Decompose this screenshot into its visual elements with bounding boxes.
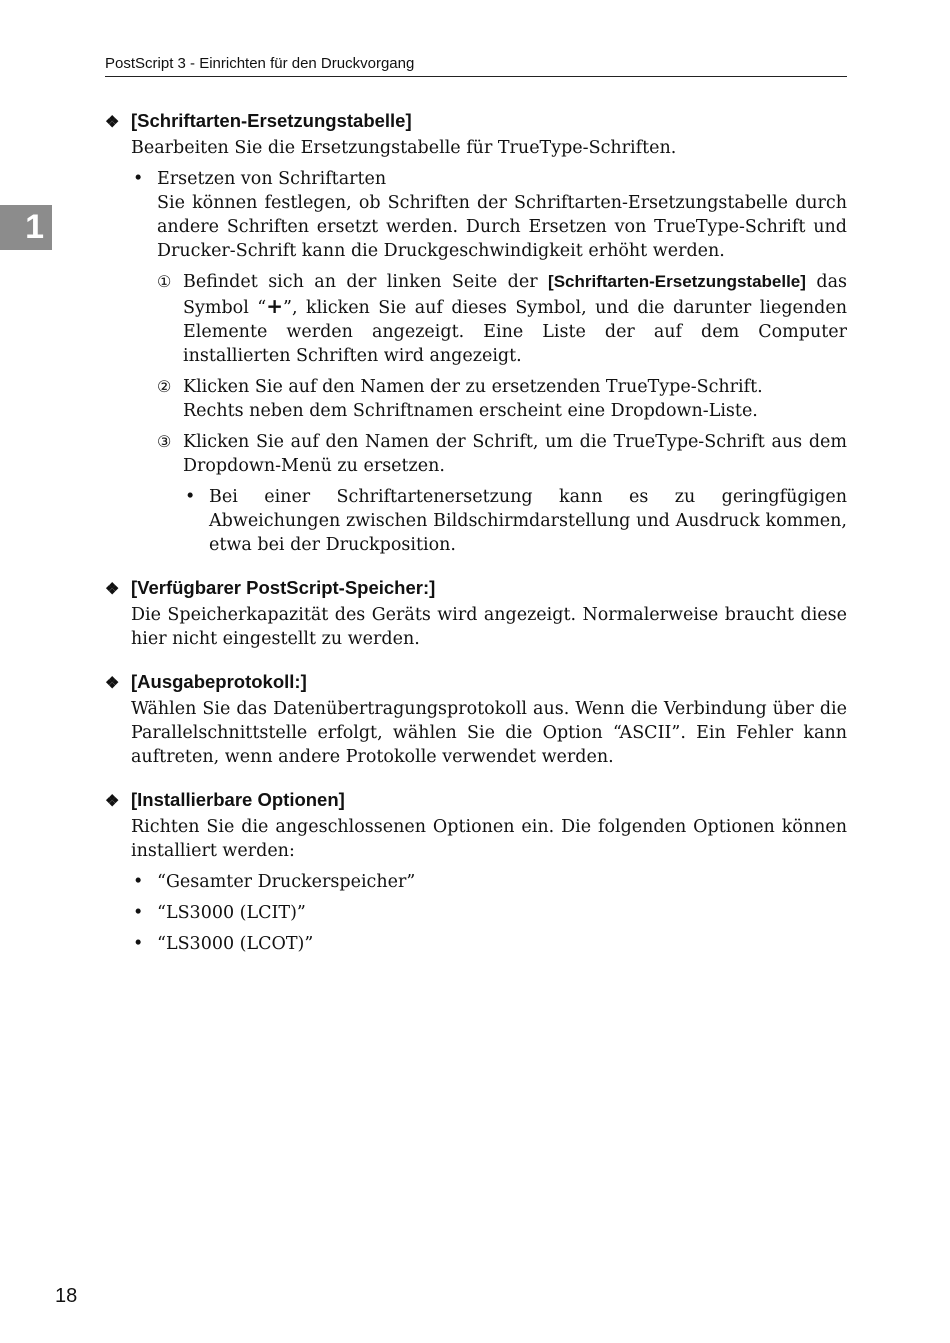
section-font-substitution bbox=[105, 108, 847, 557]
step-item bbox=[157, 375, 847, 423]
bullet-list bbox=[131, 167, 847, 557]
section-body: Die Speicherkapazität des Geräts wird angezeigt. Normalerweise braucht diese hier nicht eingestellt zu werden. bbox=[131, 605, 847, 649]
note-item: • Bei einer Schriftartenersetzung kann es zu geringfügigen Abweichungen zwischen Bildschirmdarstellung und Ausdruck kommen, etwa bei der Druckposition. bbox=[183, 485, 847, 557]
section-body: Bearbeiten Sie die Ersetzungstabelle für TrueType-Schriften. bbox=[131, 138, 677, 158]
section-heading bbox=[105, 669, 847, 697]
step-number: ② bbox=[157, 377, 172, 396]
step-number: ③ bbox=[157, 432, 172, 451]
diamond-bullet-icon: ❖ bbox=[105, 114, 120, 131]
section-heading-text: [Installierbare Optionen] bbox=[131, 789, 345, 810]
list-item bbox=[131, 167, 847, 557]
step-text: ”, klicken Sie auf dieses Symbol, und die darunter liegenden Elemente werden angezeigt. Eine Liste der auf dem Computer installierten Schriften wird angezeigt. bbox=[183, 298, 847, 366]
step-number: ① bbox=[157, 272, 172, 291]
ui-label: [Schriftarten-Ersetzungstabelle] bbox=[548, 272, 806, 291]
page-number: 18 bbox=[55, 1285, 78, 1307]
bullet-body: Sie können festlegen, ob Schriften der Schriftarten-Ersetzungstabelle durch andere Schriften ersetzt werden. Durch Ersetzen von TrueType-Schrift und Drucker-Schrift kann die Druckgeschwindigkeit erhöht werden. bbox=[157, 193, 847, 261]
section-heading-text: [Verfügbarer PostScript-Speicher:] bbox=[131, 577, 436, 598]
step-text: das Symbol “ bbox=[183, 272, 847, 318]
step-text: Befindet sich an der linken Seite der bbox=[183, 272, 549, 292]
list-item: • “LS3000 (LCOT)” bbox=[131, 932, 847, 956]
list-item: • “Gesamter Druckerspeicher” bbox=[131, 870, 847, 894]
section-heading-text: [Ausgabeprotokoll:] bbox=[131, 671, 307, 692]
section-heading bbox=[105, 787, 847, 815]
running-header: PostScript 3 - Einrichten für den Druckvorgang bbox=[105, 55, 847, 77]
step-item bbox=[157, 430, 847, 557]
chapter-tab: 1 bbox=[0, 205, 52, 250]
section-heading bbox=[105, 108, 847, 136]
diamond-bullet-icon: ❖ bbox=[105, 581, 120, 598]
section-output-protocol bbox=[105, 669, 847, 769]
section-postscript-memory bbox=[105, 575, 847, 651]
diamond-bullet-icon: ❖ bbox=[105, 675, 120, 692]
plus-icon: + bbox=[266, 294, 283, 318]
list-item: • “LS3000 (LCIT)” bbox=[131, 901, 847, 925]
bullet-title: • Ersetzen von Schriftarten bbox=[157, 169, 387, 189]
section-heading bbox=[105, 575, 847, 603]
note-list bbox=[183, 485, 847, 557]
section-body: Richten Sie die angeschlossenen Optionen ein. Die folgenden Optionen können installiert werden: bbox=[131, 817, 847, 861]
section-body: Wählen Sie das Datenübertragungsprotokoll aus. Wenn die Verbindung über die Parallelschnittstelle erfolgt, wählen Sie die Option “ASCII”. Ein Fehler kann auftreten, wenn andere Protokolle verwendet werden. bbox=[131, 699, 847, 767]
diamond-bullet-icon: ❖ bbox=[105, 793, 120, 810]
options-list bbox=[131, 870, 847, 956]
section-heading-text: [Schriftarten-Ersetzungstabelle] bbox=[131, 110, 412, 131]
step-text: Klicken Sie auf den Namen der Schrift, um die TrueType-Schrift aus dem Dropdown-Menü zu ersetzen. bbox=[183, 432, 847, 476]
step-item bbox=[157, 270, 847, 368]
page-content bbox=[105, 108, 847, 974]
section-installable-options bbox=[105, 787, 847, 956]
step-result: Rechts neben dem Schriftnamen erscheint eine Dropdown-Liste. bbox=[183, 401, 758, 421]
step-list bbox=[157, 270, 847, 557]
step-text: Klicken Sie auf den Namen der zu ersetzenden TrueType-Schrift. bbox=[183, 377, 763, 397]
